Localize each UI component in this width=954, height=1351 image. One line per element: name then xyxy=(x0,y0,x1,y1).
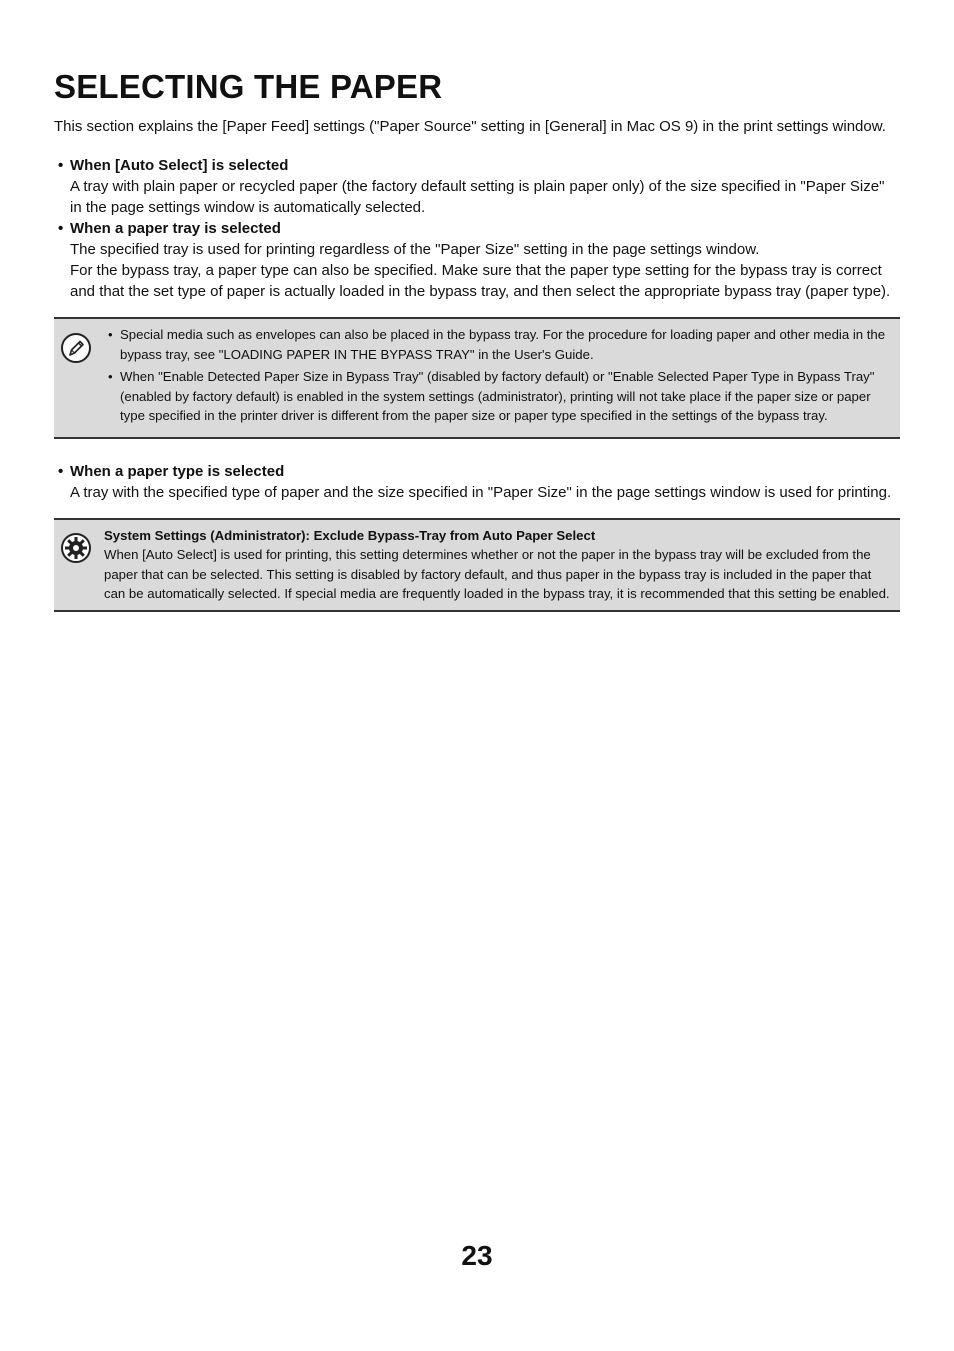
note-box xyxy=(54,317,900,439)
option-description: The specified tray is used for printing regardless of the "Paper Size" setting in the page settings window. xyxy=(70,241,760,258)
option-heading: When a paper tray is selected xyxy=(70,220,281,237)
option-paper-tray xyxy=(54,218,900,302)
option-list-2 xyxy=(54,461,900,503)
admin-settings-text: When [Auto Select] is used for printing, this setting determines whether or not the paper in the bypass tray will be excluded from the paper that can be selected. This setting is disabled by factory default, and thus paper in the bypass tray is included in the paper that can be automatically selected. If special media are frequently loaded in the bypass tray, it is recommended that this setting be enabled. xyxy=(104,547,890,601)
bullet: • xyxy=(108,327,113,342)
intro-paragraph: This section explains the [Paper Feed] settings ("Paper Source" setting in [General] in Mac OS 9) in the print settings window. xyxy=(54,118,886,135)
bullet: • xyxy=(108,369,113,384)
pencil-note-icon xyxy=(60,332,92,364)
option-description: A tray with plain paper or recycled paper (the factory default setting is plain paper only) of the size specified in "Paper Size" in the page settings window is automatically selected. xyxy=(70,178,885,216)
admin-settings-title: System Settings (Administrator): Exclude Bypass-Tray from Auto Paper Select xyxy=(104,527,596,543)
gear-settings-icon xyxy=(60,532,92,564)
page-title: SELECTING THE PAPER xyxy=(54,68,443,105)
note-text: Special media such as envelopes can also be placed in the bypass tray. For the procedure for loading paper and other media in the bypass tray, see "LOADING PAPER IN THE BYPASS TRAY" in the User's Guide. xyxy=(120,327,886,362)
bullet: • xyxy=(58,462,64,480)
option-description: A tray with the specified type of paper and the size specified in "Paper Size" in the page settings window is used for printing. xyxy=(70,483,892,501)
note-list xyxy=(104,325,892,426)
option-heading: When a paper type is selected xyxy=(70,462,285,480)
bullet: • xyxy=(58,157,64,174)
page-number: 23 xyxy=(461,1240,493,1271)
option-description: For the bypass tray, a paper type can also be specified. Make sure that the paper type setting for the bypass tray is correct and that the set type of paper is actually loaded in the bypass tray, and then select the appropriate bypass tray (paper type). xyxy=(70,262,891,300)
note-item xyxy=(104,325,892,364)
admin-settings-box xyxy=(54,518,900,612)
option-list xyxy=(54,155,900,302)
note-text: When "Enable Detected Paper Size in Bypass Tray" (disabled by factory default) or "Enable Selected Paper Type in Bypass Tray" (enabled by factory default) is enabled in the system settings (administrator), printing will not take place if the paper size or paper type specified in the printer driver is different from the paper size or paper type specified in the settings of the bypass tray. xyxy=(120,369,875,423)
bullet: • xyxy=(58,220,64,237)
option-paper-type xyxy=(54,461,900,503)
option-auto-select xyxy=(54,155,900,218)
page-content xyxy=(54,68,900,612)
note-item xyxy=(104,367,892,426)
option-heading: When [Auto Select] is selected xyxy=(70,157,289,174)
